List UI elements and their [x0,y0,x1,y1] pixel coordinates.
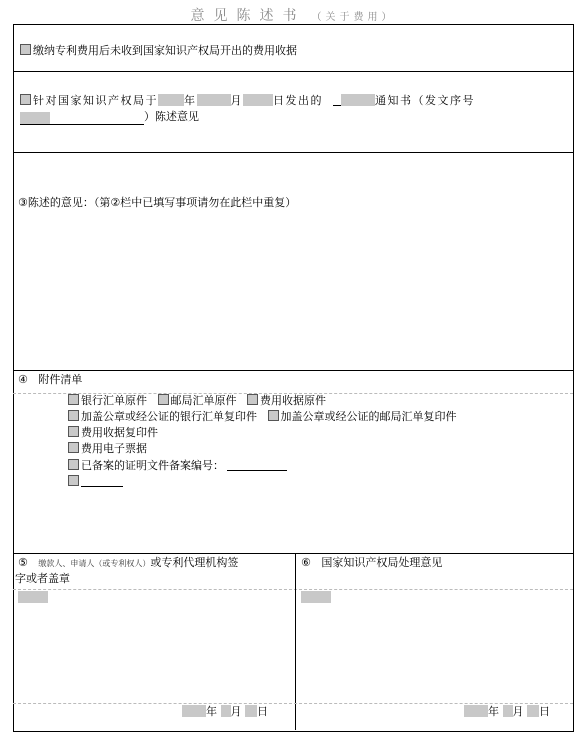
attachments-heading: ④ 附件清单 [18,373,83,386]
section2-line1: 针对国家知识产权局于 年 月 日发出的 通知书（发文序号 [20,93,475,108]
divider [13,152,573,153]
divider [13,370,573,371]
cnipa-day-field[interactable] [527,705,539,717]
cnipa-month-field[interactable] [503,705,513,717]
section1-row [20,44,297,58]
attachment-row-2: 加盖公章或经公证的银行汇单复印件 加盖公章或经公证的邮局汇单复印件 [68,410,457,424]
page-subtitle: （关于费用） [311,12,396,23]
signature-heading-line2: 字或者盖章 [15,572,70,585]
notice-underline [333,93,341,106]
other-attachment-field[interactable] [81,474,123,487]
sig-month-field[interactable] [221,705,231,717]
sig-day-field[interactable] [245,705,257,717]
notice-type-field[interactable] [341,94,375,106]
attachment-row-5: 已备案的证明文件备案编号： [68,458,287,473]
divider [13,71,573,72]
form-frame [13,24,574,732]
fee-receipt-checkbox[interactable] [20,44,31,55]
page-title: 意见陈述书 （关于费用） [190,8,396,24]
attachment-row-4: 费用电子票据 [68,442,147,456]
filed-document-checkbox[interactable] [68,459,79,470]
e-receipt-checkbox[interactable] [68,442,79,453]
serial-number-field[interactable] [20,112,144,125]
sig-year-field[interactable] [182,705,206,717]
filing-number-field[interactable] [227,458,287,471]
fee-receipt-original-checkbox[interactable] [247,394,258,405]
section1-text: 缴纳专利费用后未收到国家知识产权局开出的费用收据 [33,44,297,57]
notice-response-checkbox[interactable] [20,94,31,105]
day-field[interactable] [243,94,273,106]
attachment-row-6 [68,474,123,489]
attachment-row-3: 费用收据复印件 [68,426,158,440]
attachment-row-1: 银行汇单原件 邮局汇单原件 费用收据原件 [68,394,326,408]
bank-draft-copy-checkbox[interactable] [68,410,79,421]
bank-draft-original-checkbox[interactable] [68,394,79,405]
cnipa-year-field[interactable] [464,705,488,717]
other-attachment-checkbox[interactable] [68,475,79,486]
fee-receipt-copy-checkbox[interactable] [68,426,79,437]
year-field[interactable] [158,94,184,106]
section2-line2: ）陈述意见 [20,110,199,125]
divider [13,553,573,554]
signature-heading: ⑤ 缴款人、申请人（或专利权人）或专利代理机构签 [18,556,239,569]
dashed-divider [13,703,573,704]
opinion-label: ③陈述的意见：（第②栏中已填写事项请勿在此栏中重复） [18,196,297,209]
signature-date: 年 月 日 [182,705,268,719]
postal-draft-original-checkbox[interactable] [158,394,169,405]
dashed-divider [13,589,573,590]
postal-draft-copy-checkbox[interactable] [268,410,279,421]
month-field[interactable] [197,94,231,106]
cnipa-opinion-heading: ⑥ 国家知识产权局处理意见 [301,556,443,569]
signature-area[interactable] [18,591,48,603]
cnipa-date: 年 月 日 [464,705,550,719]
cnipa-opinion-area[interactable] [301,591,331,603]
